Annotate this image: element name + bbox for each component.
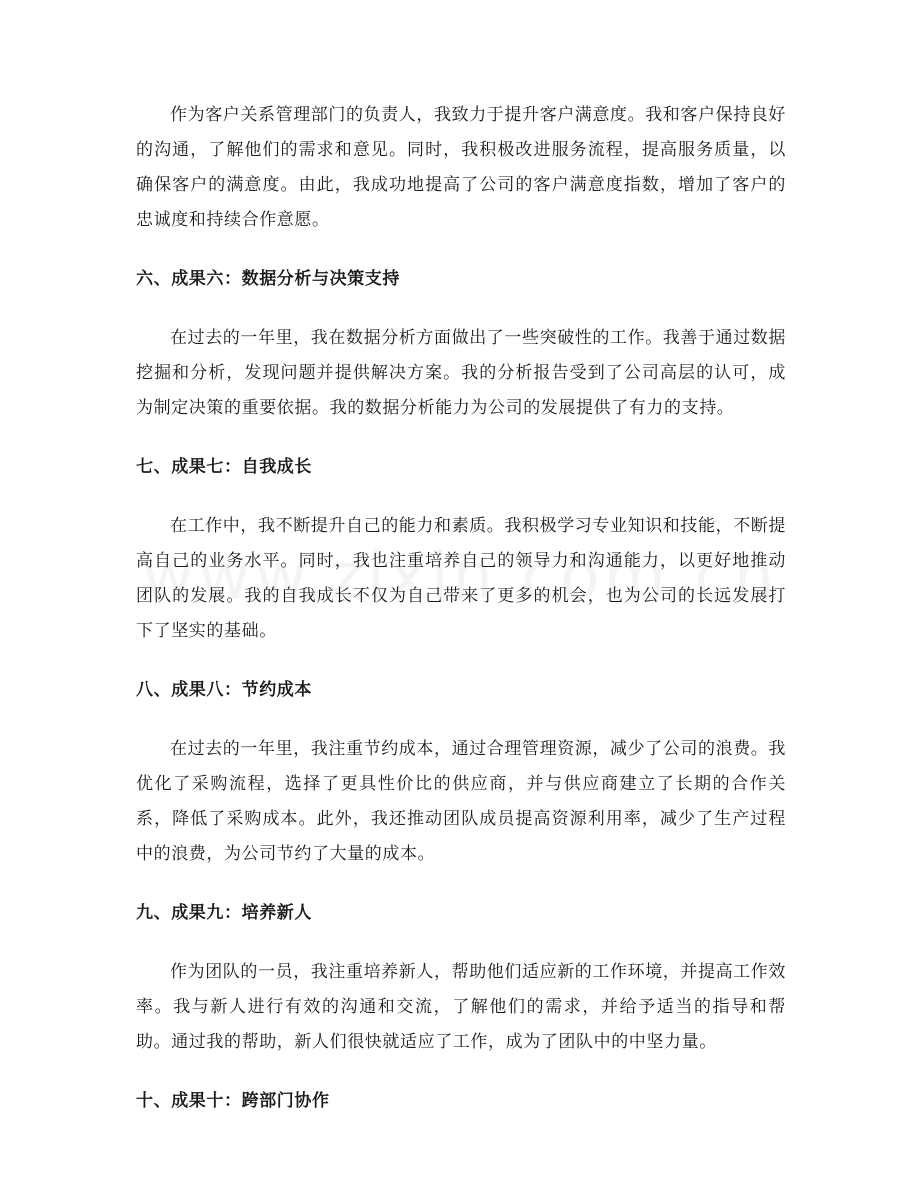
heading-achievement-6: 六、成果六：数据分析与决策支持 <box>136 269 400 289</box>
heading-achievement-9: 九、成果九：培养新人 <box>136 903 312 923</box>
paragraph-mentoring: 作为团队的一员，我注重培养新人，帮助他们适应新的工作环境，并提高工作效率。我与新人进行有效的沟通和交流，了解他们的需求，并给予适当的指导和帮助。通过我的帮助，新人们很快就适应了工作，成为了团队中的中坚力量。 <box>136 962 786 1052</box>
heading-achievement-8: 八、成果八：节约成本 <box>136 680 312 700</box>
paragraph-cost-saving: 在过去的一年里，我注重节约成本，通过合理管理资源，减少了公司的浪费。我优化了采购流程，选择了更具性价比的供应商，并与供应商建立了长期的合作关系，降低了采购成本。此外，我还推动团队成员提高资源利用率，减少了生产过程中的浪费，为公司节约了大量的成本。 <box>136 739 786 864</box>
paragraph-data-analysis: 在过去的一年里，我在数据分析方面做出了一些突破性的工作。我善于通过数据挖掘和分析，发现问题并提供解决方案。我的分析报告受到了公司高层的认可，成为制定决策的重要依据。我的数据分析能力为公司的发展提供了有力的支持。 <box>136 328 786 418</box>
heading-achievement-7: 七、成果七：自我成长 <box>136 457 312 477</box>
document-body <box>136 98 786 1119</box>
heading-achievement-10: 十、成果十：跨部门协作 <box>136 1091 330 1111</box>
paragraph-customer-satisfaction: 作为客户关系管理部门的负责人，我致力于提升客户满意度。我和客户保持良好的沟通，了解他们的需求和意见。同时，我积极改进服务流程，提高服务质量，以确保客户的满意度。由此，我成功地提高了公司的客户满意度指数，增加了客户的忠诚度和持续合作意愿。 <box>136 105 786 230</box>
paragraph-self-growth: 在工作中，我不断提升自己的能力和素质。我积极学习专业知识和技能，不断提高自己的业务水平。同时，我也注重培养自己的领导力和沟通能力，以更好地推动团队的发展。我的自我成长不仅为自己带来了更多的机会，也为公司的长远发展打下了坚实的基础。 <box>136 516 786 641</box>
